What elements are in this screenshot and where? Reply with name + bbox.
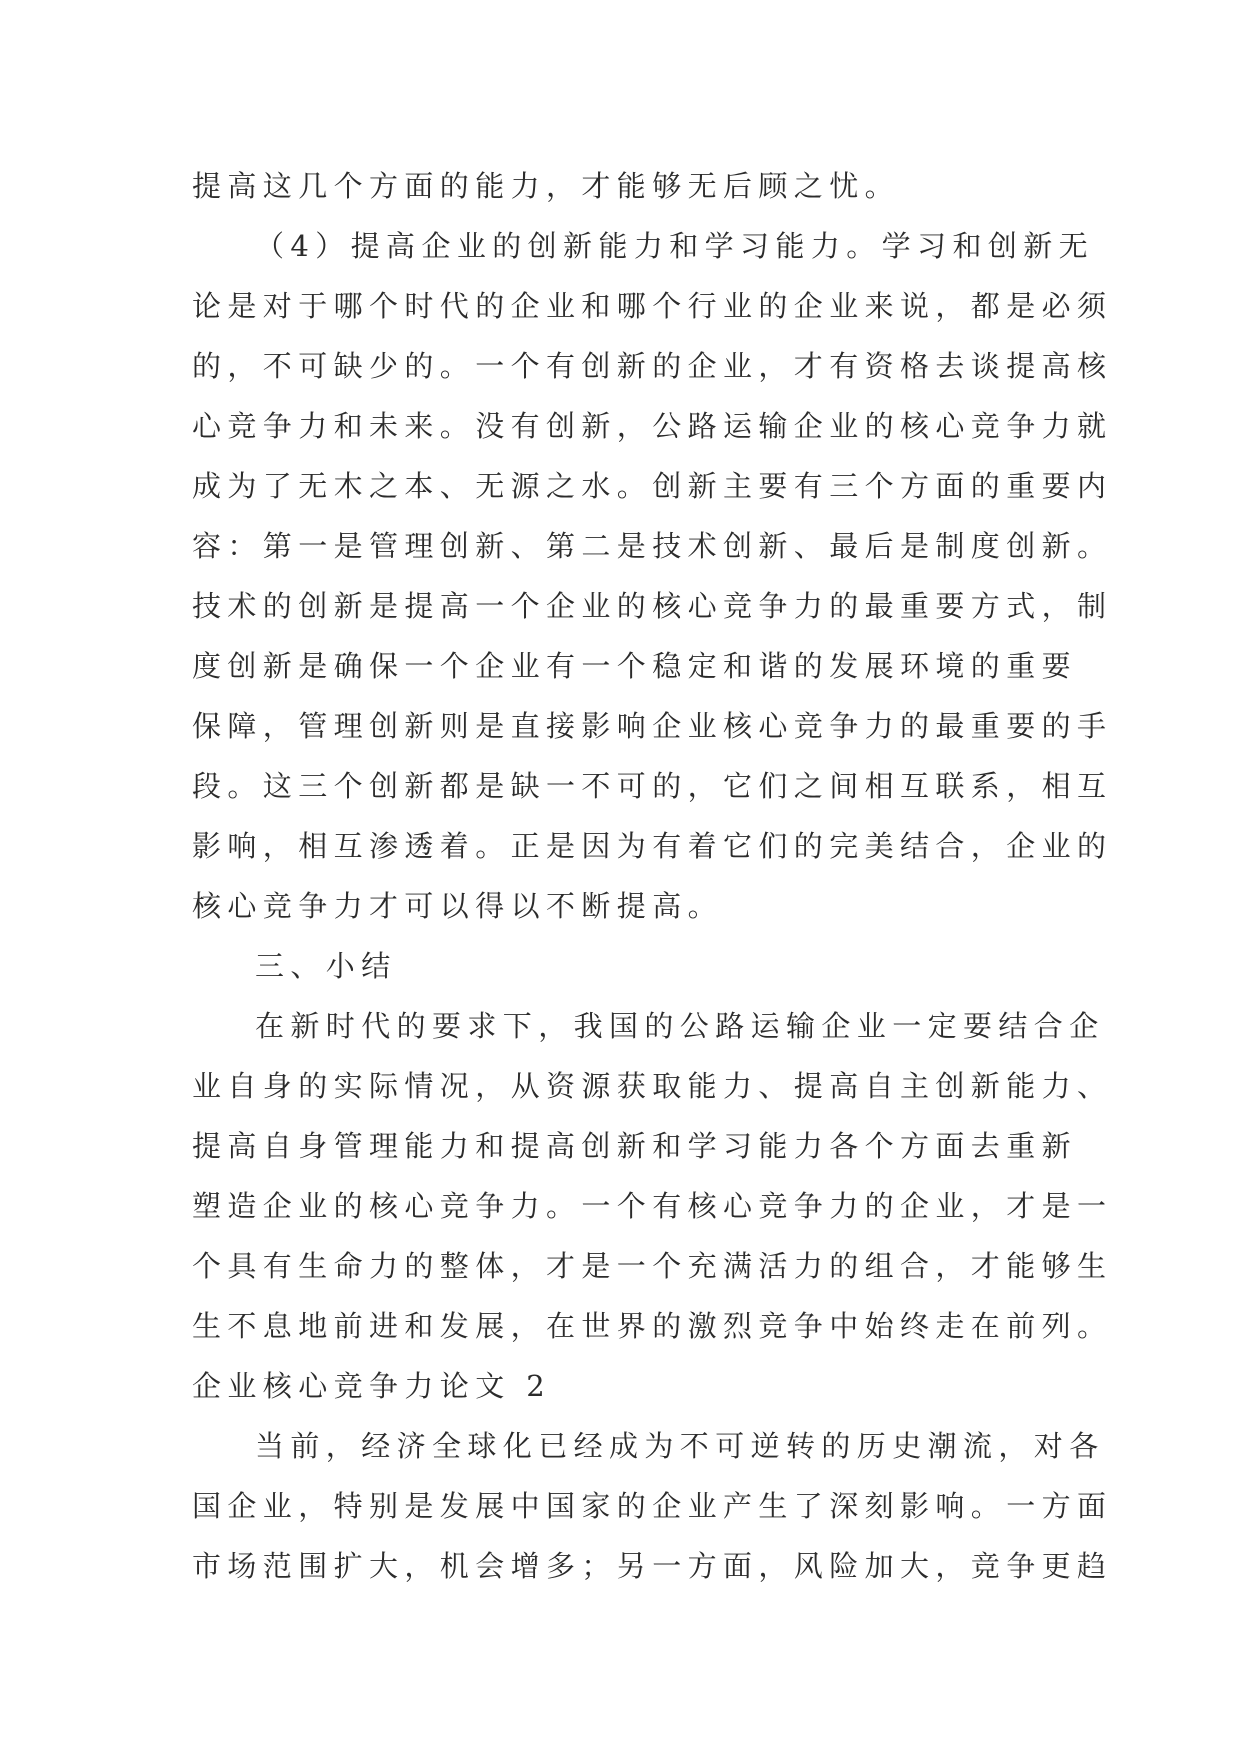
text-line: 个具有生命力的整体，才是一个充满活力的组合，才能够生 (192, 1249, 1113, 1283)
text-line: 段。这三个创新都是缺一不可的，它们之间相互联系，相互 (192, 769, 1113, 803)
text-line: 容：第一是管理创新、第二是技术创新、最后是制度创新。 (192, 529, 1113, 563)
text-line: 成为了无木之本、无源之水。创新主要有三个方面的重要内 (192, 469, 1113, 503)
article-title: 企业核心竞争力论文 2 (192, 1369, 552, 1403)
text-line: 心竞争力和未来。没有创新，公路运输企业的核心竞争力就 (192, 409, 1113, 443)
section-heading-summary: 三、小结 (255, 949, 397, 983)
text-line: 保障，管理创新则是直接影响企业核心竞争力的最重要的手 (192, 709, 1113, 743)
text-line: 业自身的实际情况，从资源获取能力、提高自主创新能力、 (192, 1069, 1113, 1103)
text-line: 国企业，特别是发展中国家的企业产生了深刻影响。一方面 (192, 1489, 1113, 1523)
text-line: 核心竞争力才可以得以不断提高。 (192, 889, 724, 923)
paragraph-heading-4: （4）提高企业的创新能力和学习能力。学习和创新无 (255, 229, 1095, 263)
text-line: 提高这几个方面的能力，才能够无后顾之忧。 (192, 169, 901, 203)
text-line: 生不息地前进和发展，在世界的激烈竞争中始终走在前列。 (192, 1309, 1113, 1343)
text-line: 在新时代的要求下，我国的公路运输企业一定要结合企 (255, 1009, 1105, 1043)
text-line: 市场范围扩大，机会增多；另一方面，风险加大，竞争更趋 (192, 1549, 1113, 1583)
text-line: 论是对于哪个时代的企业和哪个行业的企业来说，都是必须 (192, 289, 1113, 323)
text-line: 提高自身管理能力和提高创新和学习能力各个方面去重新 (192, 1129, 1078, 1163)
text-line: 影响，相互渗透着。正是因为有着它们的完美结合，企业的 (192, 829, 1113, 863)
text-line: 塑造企业的核心竞争力。一个有核心竞争力的企业，才是一 (192, 1189, 1113, 1223)
text-line: 的，不可缺少的。一个有创新的企业，才有资格去谈提高核 (192, 349, 1113, 383)
text-line: 当前，经济全球化已经成为不可逆转的历史潮流，对各 (255, 1429, 1105, 1463)
text-line: 技术的创新是提高一个企业的核心竞争力的最重要方式，制 (192, 589, 1113, 623)
text-line: 度创新是确保一个企业有一个稳定和谐的发展环境的重要 (192, 649, 1078, 683)
